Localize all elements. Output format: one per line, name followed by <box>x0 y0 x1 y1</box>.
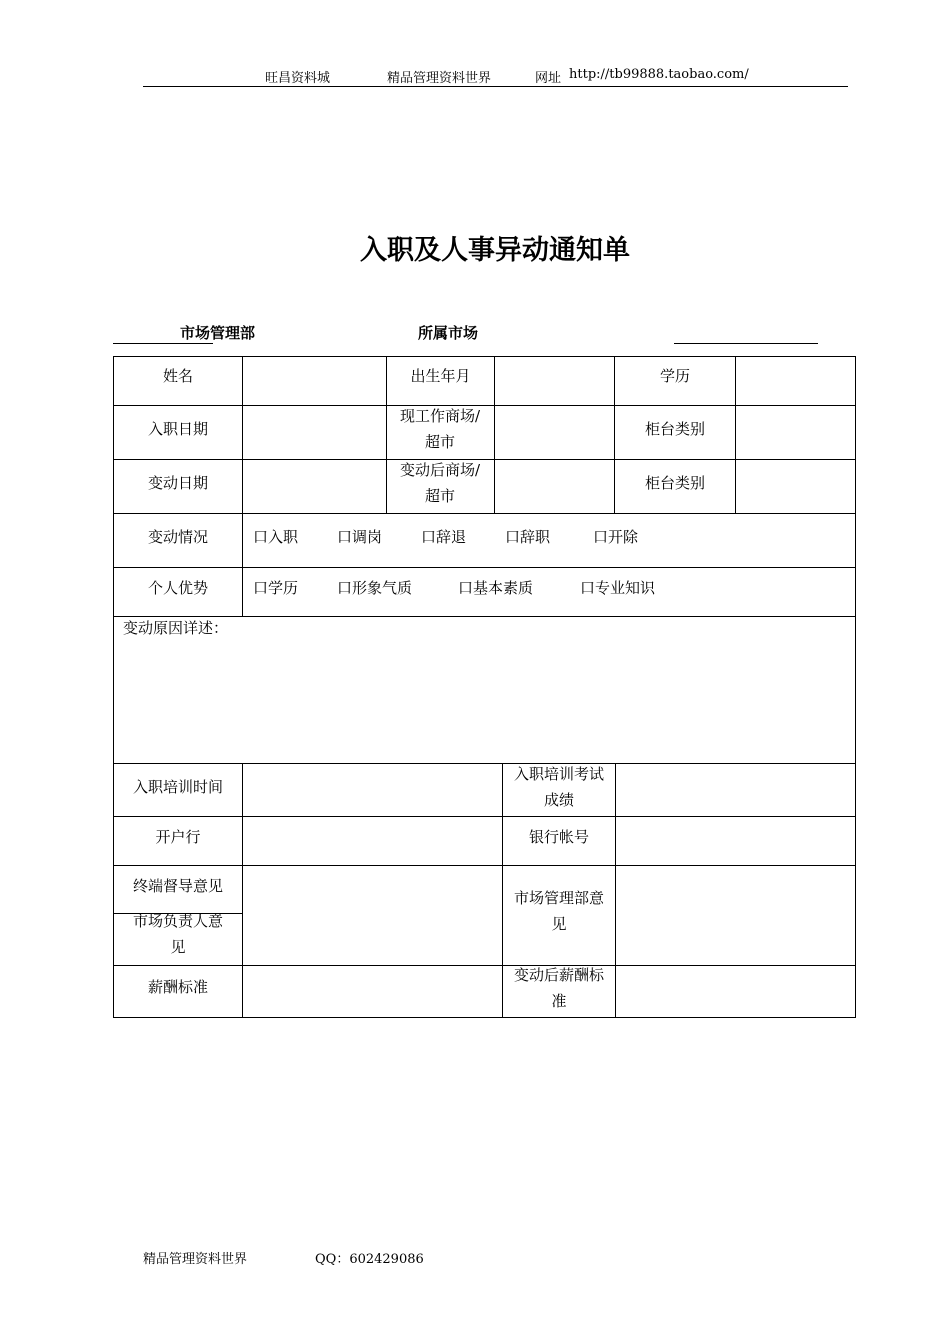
header-url[interactable]: http://tb99888.taobao.com/ <box>569 67 749 82</box>
reason-field[interactable] <box>113 642 855 762</box>
current-store-field[interactable] <box>495 406 614 459</box>
market-head-label: 市场负责人意见 <box>132 912 223 956</box>
entry-date-field[interactable] <box>243 406 386 459</box>
counter-type2-field[interactable] <box>736 460 855 513</box>
new-salary-label: 变动后薪酬标准 <box>513 965 604 1010</box>
option-entry[interactable]: 口入职 <box>253 528 299 546</box>
supervisor-label: 终端督导意见 <box>132 877 223 895</box>
current-store-label: 现工作商场/超市 <box>399 407 481 451</box>
training-time-label: 入职培训时间 <box>132 777 223 796</box>
footer-world: 精品管理资料世界 <box>143 1252 248 1267</box>
option-quality[interactable]: 口基本素质 <box>458 579 534 597</box>
page-title: 入职及人事异动通知单 <box>360 235 630 266</box>
birth-field[interactable] <box>495 356 614 405</box>
mkt-dept-opinion-field[interactable] <box>616 866 855 965</box>
change-date-label: 变动日期 <box>147 473 208 492</box>
option-resignation[interactable]: 口辞职 <box>505 528 551 546</box>
salary-field[interactable] <box>243 966 502 1017</box>
reason-label: 变动原因详述： <box>123 619 229 637</box>
salary-label: 薪酬标准 <box>147 978 208 996</box>
name-field[interactable] <box>243 356 386 405</box>
account-label: 银行帐号 <box>528 828 589 846</box>
counter-type-label: 柜台类别 <box>644 419 705 438</box>
option-image[interactable]: 口形象气质 <box>337 579 413 597</box>
market-underline <box>674 343 818 344</box>
bank-field[interactable] <box>243 817 502 865</box>
entry-date-label: 入职日期 <box>147 419 208 438</box>
bank-label: 开户行 <box>155 828 201 846</box>
training-time-field[interactable] <box>243 764 502 816</box>
notification-form <box>113 356 856 1018</box>
footer-qq: QQ：602429086 <box>315 1252 424 1267</box>
name-label: 姓名 <box>162 367 193 385</box>
dept-underline <box>113 343 213 344</box>
header-url-label: 网址 <box>535 71 562 86</box>
dept-label: 市场管理部 <box>180 324 256 342</box>
change-situation-label: 变动情况 <box>147 527 208 546</box>
training-score-label: 入职培训考试成绩 <box>513 764 604 809</box>
page-header <box>143 66 848 87</box>
birth-label: 出生年月 <box>410 367 471 385</box>
header-world: 精品管理资料世界 <box>387 71 492 86</box>
option-transfer[interactable]: 口调岗 <box>337 528 383 546</box>
education-field[interactable] <box>736 356 855 405</box>
new-store-field[interactable] <box>495 460 614 513</box>
training-score-field[interactable] <box>616 764 855 816</box>
header-shop: 旺昌资料城 <box>265 71 331 86</box>
option-dismissal[interactable]: 口辞退 <box>421 528 467 546</box>
mkt-dept-opinion-label: 市场管理部意见 <box>513 889 604 933</box>
opinion-field[interactable] <box>243 866 502 965</box>
option-knowledge[interactable]: 口专业知识 <box>580 579 656 597</box>
counter-type-field[interactable] <box>736 406 855 459</box>
option-education[interactable]: 口学历 <box>253 579 299 597</box>
new-store-label: 变动后商场/超市 <box>399 461 481 505</box>
option-expulsion[interactable]: 口开除 <box>593 528 639 546</box>
account-field[interactable] <box>616 817 855 865</box>
education-label: 学历 <box>659 367 690 385</box>
personal-label: 个人优势 <box>147 579 208 597</box>
market-label: 所属市场 <box>418 324 479 342</box>
change-date-field[interactable] <box>243 460 386 513</box>
new-salary-field[interactable] <box>616 966 855 1017</box>
counter-type2-label: 柜台类别 <box>644 473 705 492</box>
